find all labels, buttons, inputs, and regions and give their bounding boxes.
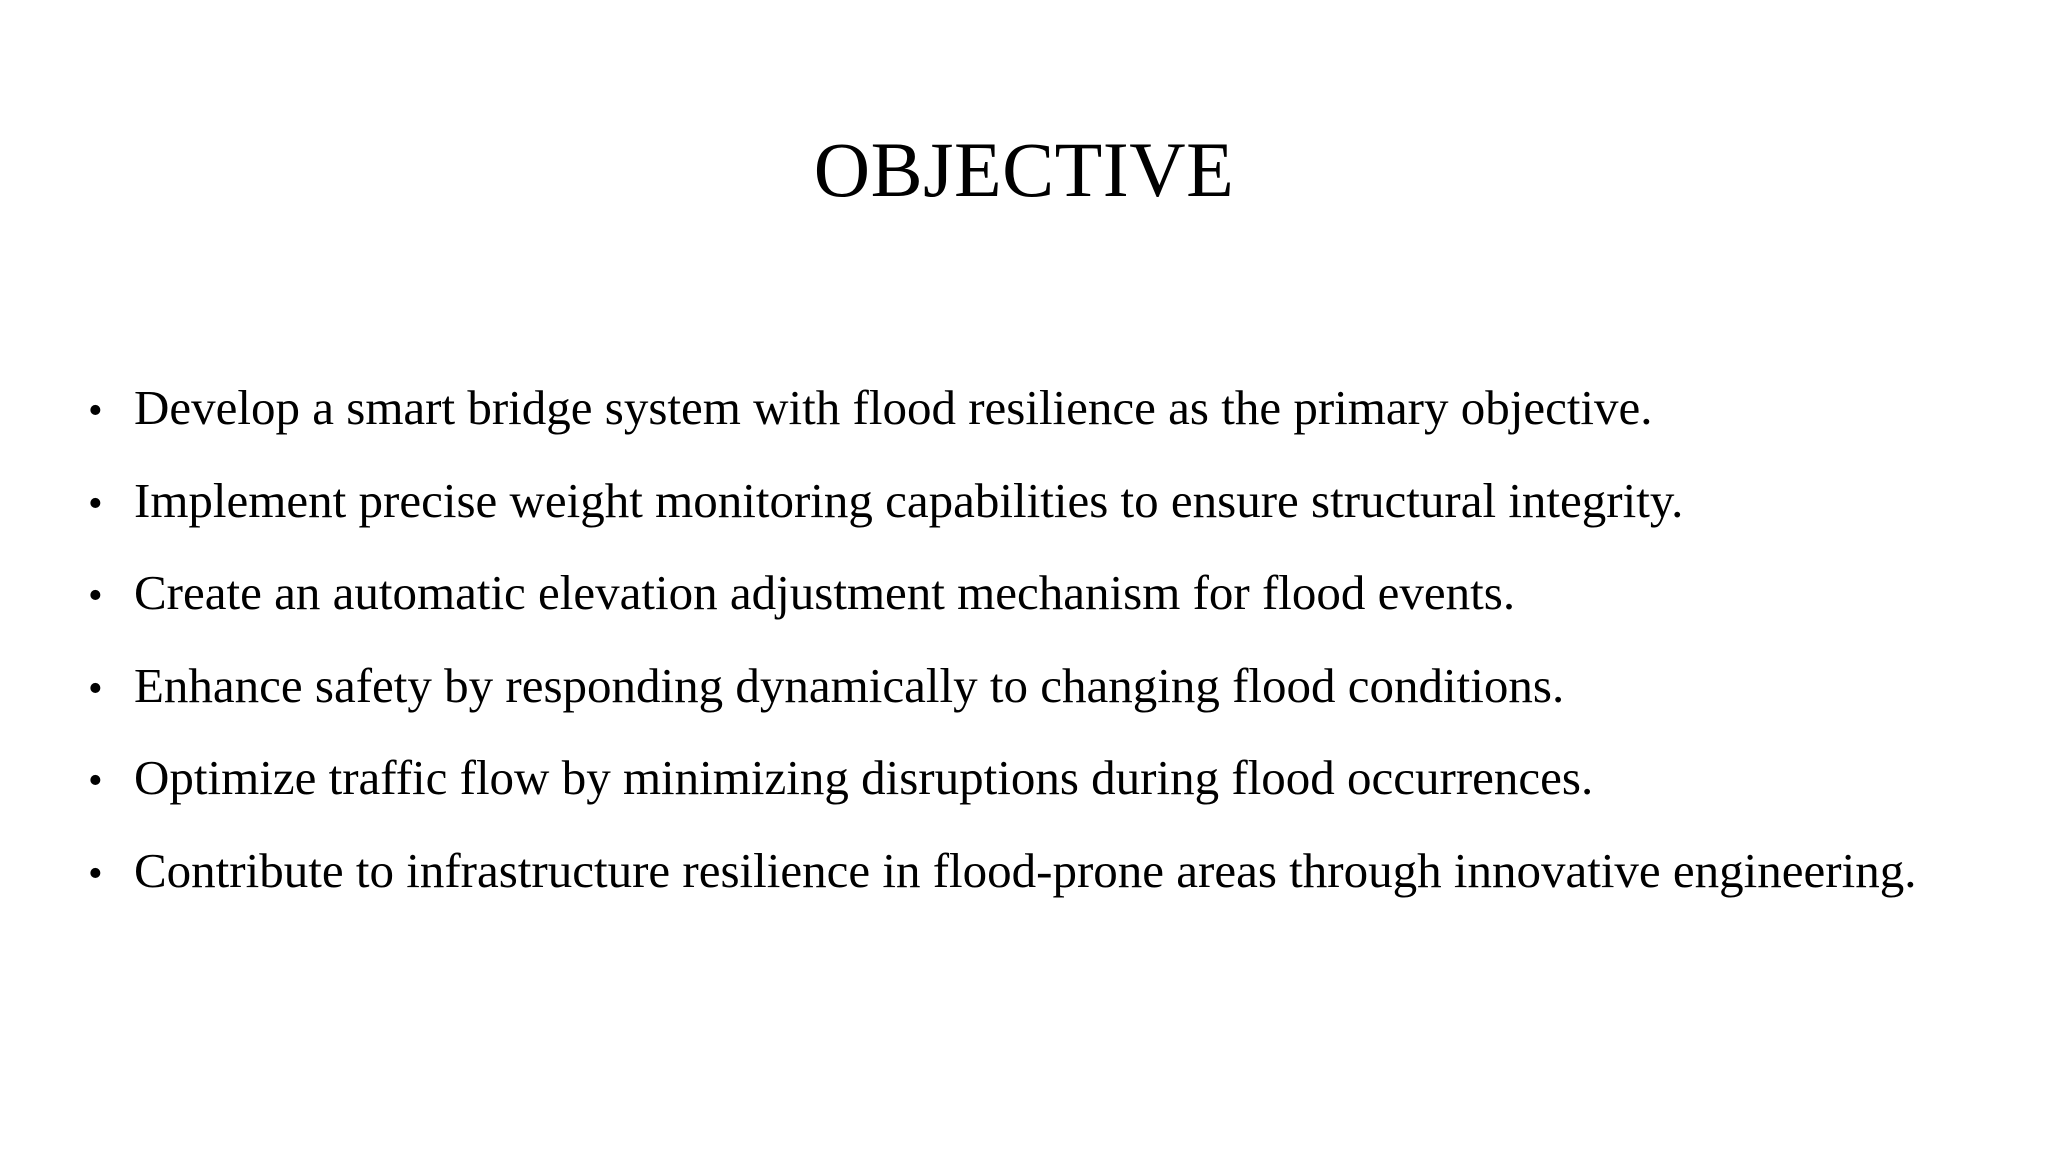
list-item-text: Optimize traffic flow by minimizing disruptions during flood occurrences.	[134, 750, 1594, 805]
bullet-icon: •	[88, 388, 103, 434]
list-item	[88, 461, 2028, 554]
bullet-icon: •	[88, 573, 103, 619]
bullet-icon: •	[88, 480, 103, 527]
list-item	[88, 646, 2028, 739]
list-item	[88, 368, 2028, 461]
list-item	[88, 738, 2028, 831]
bullet-icon: •	[88, 758, 103, 804]
list-item-text: Create an automatic elevation adjustment mechanism for flood events.	[134, 565, 1516, 620]
bullet-icon: •	[88, 850, 103, 897]
list-item-text: Implement precise weight monitoring capabilities to ensure structural integrity.	[134, 472, 1684, 528]
bullet-icon: •	[88, 665, 103, 712]
list-item	[88, 553, 2028, 646]
list-item-text: Develop a smart bridge system with flood resilience as the primary objective.	[134, 380, 1653, 435]
list-item	[88, 831, 2028, 924]
slide-title: OBJECTIVE	[813, 126, 1235, 213]
objective-list	[88, 368, 2028, 923]
list-item-text: Enhance safety by responding dynamically to changing flood conditions.	[134, 657, 1565, 713]
list-item-text: Contribute to infrastructure resilience in flood-prone areas through innovative engineering.	[134, 842, 1917, 898]
